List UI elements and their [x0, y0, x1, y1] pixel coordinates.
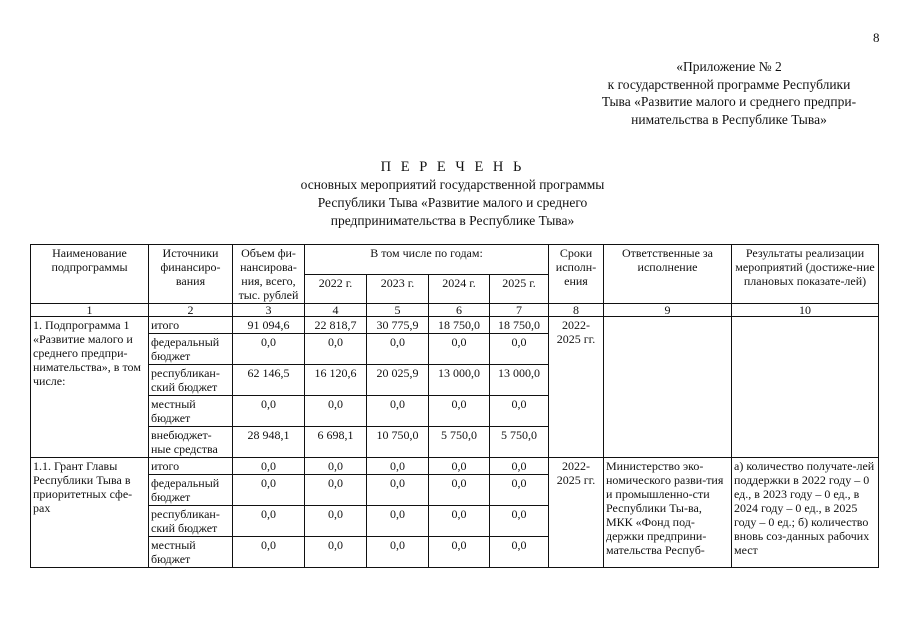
- value-2022: 6 698,1: [305, 427, 367, 458]
- value-2025: 13 000,0: [490, 365, 549, 396]
- value-2023: 0,0: [367, 506, 429, 537]
- value-2023: 0,0: [367, 334, 429, 365]
- header-year-2025: 2025 г.: [490, 274, 549, 304]
- value-2024: 18 750,0: [429, 317, 490, 334]
- column-number: 4: [305, 304, 367, 317]
- value-2024: 0,0: [429, 396, 490, 427]
- total-value: 0,0: [233, 334, 305, 365]
- total-value: 62 146,5: [233, 365, 305, 396]
- funding-source: федеральный бюджет: [149, 334, 233, 365]
- header-terms: Сроки исполн-ения: [549, 245, 604, 304]
- results-cell: а) количество получате-лей поддержки в 2022 году – 0 ед., в 2023 году – 0 ед., в 2024 году – 0 ед., в 2025 году – 0 ед.; б) количество вновь соз-данных рабочих мест: [732, 458, 879, 568]
- column-number: 5: [367, 304, 429, 317]
- value-2022: 0,0: [305, 537, 367, 568]
- funding-source: внебюджет-ные средства: [149, 427, 233, 458]
- value-2022: 0,0: [305, 475, 367, 506]
- header-year-2023: 2023 г.: [367, 274, 429, 304]
- value-2025: 0,0: [490, 506, 549, 537]
- appendix-line: к государственной программе Республики: [607, 76, 851, 92]
- value-2022: 0,0: [305, 396, 367, 427]
- header-responsible: Ответственные за исполнение: [604, 245, 732, 304]
- value-2023: 0,0: [367, 458, 429, 475]
- funding-source: местный бюджет: [149, 396, 233, 427]
- header-name: Наименование подпрограммы: [31, 245, 149, 304]
- title-line: предпринимательства в Республике Тыва»: [330, 213, 575, 228]
- subprogram-name: 1. Подпрограмма 1 «Развитие малого и среднего предпри-нимательства», в том числе:: [31, 317, 149, 458]
- total-value: 0,0: [233, 537, 305, 568]
- funding-source: итого: [149, 317, 233, 334]
- value-2024: 0,0: [429, 458, 490, 475]
- table-row: [31, 458, 879, 475]
- total-value: 0,0: [233, 396, 305, 427]
- header-results: Результаты реализации мероприятий (достиже-ние плановых показате-лей): [732, 245, 879, 304]
- value-2025: 0,0: [490, 475, 549, 506]
- appendix-note: [584, 58, 874, 128]
- header-volume: Объем фи-нансирова-ния, всего, тыс. рублей: [233, 245, 305, 304]
- value-2023: 10 750,0: [367, 427, 429, 458]
- title-heading: П Е Р Е Ч Е Н Ь: [380, 159, 525, 175]
- value-2025: 18 750,0: [490, 317, 549, 334]
- title-line: Республики Тыва «Развитие малого и среднего: [317, 195, 588, 210]
- value-2024: 0,0: [429, 334, 490, 365]
- terms-cell: 2022-2025 гг.: [549, 458, 604, 568]
- column-number: 2: [149, 304, 233, 317]
- column-number: 1: [31, 304, 149, 317]
- column-number: 8: [549, 304, 604, 317]
- funding-source: итого: [149, 458, 233, 475]
- value-2024: 0,0: [429, 506, 490, 537]
- header-year-2024: 2024 г.: [429, 274, 490, 304]
- value-2025: 0,0: [490, 334, 549, 365]
- table-row: [31, 317, 879, 334]
- measures-table: [30, 244, 879, 568]
- document-title: [0, 158, 905, 230]
- value-2024: 0,0: [429, 475, 490, 506]
- value-2023: 0,0: [367, 475, 429, 506]
- column-number-row: [31, 304, 879, 317]
- value-2022: 0,0: [305, 458, 367, 475]
- funding-source: республикан-ский бюджет: [149, 506, 233, 537]
- header-year-2022: 2022 г.: [305, 274, 367, 304]
- value-2023: 0,0: [367, 396, 429, 427]
- funding-source: федеральный бюджет: [149, 475, 233, 506]
- value-2025: 5 750,0: [490, 427, 549, 458]
- value-2025: 0,0: [490, 396, 549, 427]
- page-number: 8: [873, 30, 880, 45]
- header-source: Источники финансиро-вания: [149, 245, 233, 304]
- terms-cell: 2022-2025 гг.: [549, 317, 604, 458]
- value-2022: 0,0: [305, 334, 367, 365]
- title-line: основных мероприятий государственной программы: [300, 177, 605, 192]
- column-number: 7: [490, 304, 549, 317]
- total-value: 91 094,6: [233, 317, 305, 334]
- results-cell: [732, 317, 879, 458]
- value-2025: 0,0: [490, 537, 549, 568]
- value-2024: 0,0: [429, 537, 490, 568]
- funding-source: местный бюджет: [149, 537, 233, 568]
- measure-name: 1.1. Грант Главы Республики Тыва в приоритетных сфе-рах: [31, 458, 149, 568]
- value-2023: 20 025,9: [367, 365, 429, 396]
- appendix-line: нимательства в Республике Тыва»: [631, 111, 827, 127]
- value-2024: 13 000,0: [429, 365, 490, 396]
- appendix-line: «Приложение № 2: [676, 59, 782, 74]
- value-2022: 22 818,7: [305, 317, 367, 334]
- responsible-cell: Министерство эко-номического разви-тия и промышленно-сти Республики Ты-ва, МКК «Фонд под-держки предприни-мательства Респуб-: [604, 458, 732, 568]
- header-row: [31, 245, 879, 275]
- responsible-cell: [604, 317, 732, 458]
- column-number: 9: [604, 304, 732, 317]
- column-number: 3: [233, 304, 305, 317]
- value-2025: 0,0: [490, 458, 549, 475]
- value-2023: 0,0: [367, 537, 429, 568]
- total-value: 0,0: [233, 458, 305, 475]
- funding-source: республикан-ский бюджет: [149, 365, 233, 396]
- total-value: 28 948,1: [233, 427, 305, 458]
- header-by-years: В том числе по годам:: [305, 245, 549, 275]
- column-number: 6: [429, 304, 490, 317]
- column-number: 10: [732, 304, 879, 317]
- value-2022: 16 120,6: [305, 365, 367, 396]
- total-value: 0,0: [233, 506, 305, 537]
- value-2022: 0,0: [305, 506, 367, 537]
- appendix-line: Тыва «Развитие малого и среднего предпри-: [601, 94, 857, 109]
- value-2024: 5 750,0: [429, 427, 490, 458]
- value-2023: 30 775,9: [367, 317, 429, 334]
- total-value: 0,0: [233, 475, 305, 506]
